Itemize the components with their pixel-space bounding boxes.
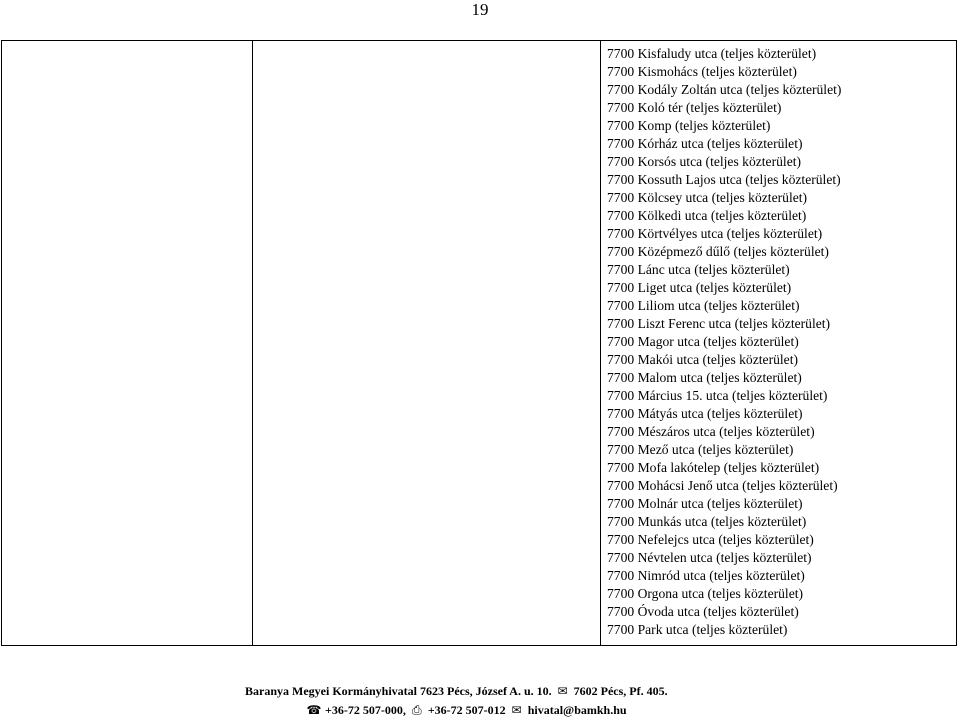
street-list-item: 7700 Kisfaludy utca (teljes közterület)	[607, 46, 817, 61]
street-list-item: 7700 Mészáros utca (teljes közterület)	[607, 424, 815, 439]
street-list-item: 7700 Munkás utca (teljes közterület)	[607, 514, 807, 529]
street-list-item: 7700 Mező utca (teljes közterület)	[607, 442, 794, 457]
street-list-item: 7700 Mátyás utca (teljes közterület)	[607, 406, 803, 421]
footer-po-box: 7602 Pécs, Pf. 405.	[573, 684, 668, 698]
street-list-item: 7700 Mohácsi Jenő utca (teljes közterület)	[607, 478, 838, 493]
street-list-item: 7700 Magor utca (teljes közterület)	[607, 334, 799, 349]
footer-address-line	[245, 682, 765, 701]
column-divider	[252, 40, 253, 646]
street-list-item: 7700 Komp (teljes közterület)	[607, 118, 771, 133]
street-list-item: 7700 Óvoda utca (teljes közterület)	[607, 604, 799, 619]
street-list-item: 7700 Liget utca (teljes közterület)	[607, 280, 792, 295]
street-list-item: 7700 Nefelejcs utca (teljes közterület)	[607, 532, 814, 547]
street-list-item: 7700 Park utca (teljes közterület)	[607, 622, 788, 637]
fax-icon: ⎙	[412, 703, 422, 717]
street-list-item: 7700 Kölkedi utca (teljes közterület)	[607, 208, 807, 223]
street-list-item: 7700 Korsós utca (teljes közterület)	[607, 154, 802, 169]
street-list-item: 7700 Nimród utca (teljes közterület)	[607, 568, 805, 583]
street-list-item: 7700 Kismohács (teljes közterület)	[607, 64, 797, 79]
street-list-item: 7700 Kossuth Lajos utca (teljes közterület)	[607, 172, 841, 187]
page-number: 19	[471, 0, 489, 19]
footer-email[interactable]: hivatal@bamkh.hu	[527, 703, 627, 717]
street-list-item: 7700 Kölcsey utca (teljes közterület)	[607, 190, 808, 205]
street-list-item: 7700 Mofa lakótelep (teljes közterület)	[607, 460, 820, 475]
street-list-item: 7700 Liszt Ferenc utca (teljes közterület)	[607, 316, 831, 331]
street-list-item: 7700 Kórház utca (teljes közterület)	[607, 136, 803, 151]
street-list-item: 7700 Lánc utca (teljes közterület)	[607, 262, 790, 277]
footer	[245, 682, 765, 720]
street-list-item: 7700 Molnár utca (teljes közterület)	[607, 496, 803, 511]
footer-phone: +36-72 507-000,	[325, 703, 406, 717]
street-list-item: 7700 Makói utca (teljes közterület)	[607, 352, 799, 367]
street-list-item: 7700 Kodály Zoltán utca (teljes közterület)	[607, 82, 842, 97]
street-list-item: 7700 Körtvélyes utca (teljes közterület)	[607, 226, 823, 241]
mailbox-icon: ✉	[557, 684, 568, 698]
street-list-item: 7700 Középmező dűlő (teljes közterület)	[607, 244, 829, 259]
email-icon: ✉	[511, 703, 522, 717]
phone-icon: ☎	[306, 703, 322, 717]
street-list-item: 7700 Orgona utca (teljes közterület)	[607, 586, 804, 601]
footer-address: Baranya Megyei Kormányhivatal 7623 Pécs, József A. u. 10.	[245, 684, 552, 698]
column-divider	[600, 40, 601, 646]
street-list	[607, 45, 952, 639]
footer-fax: +36-72 507-012	[427, 703, 506, 717]
street-list-item: 7700 Névtelen utca (teljes közterület)	[607, 550, 812, 565]
street-list-item: 7700 Liliom utca (teljes közterület)	[607, 298, 800, 313]
footer-contact-line	[245, 701, 765, 720]
street-list-item: 7700 Koló tér (teljes közterület)	[607, 100, 782, 115]
street-list-item: 7700 Malom utca (teljes közterület)	[607, 370, 802, 385]
street-list-item: 7700 Március 15. utca (teljes közterület)	[607, 388, 828, 403]
